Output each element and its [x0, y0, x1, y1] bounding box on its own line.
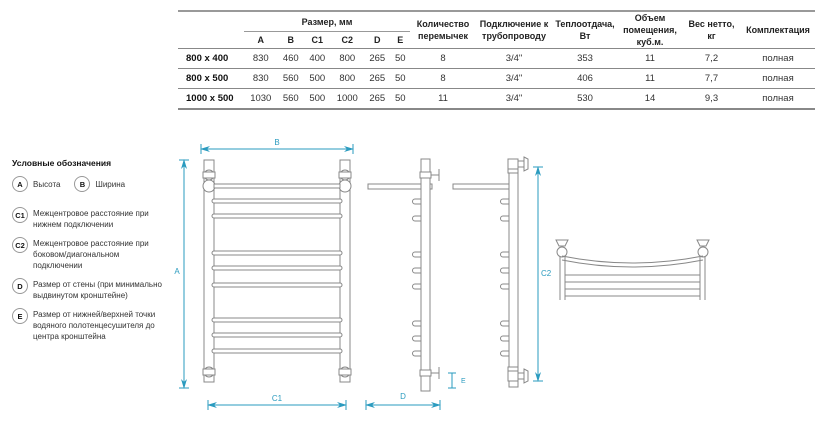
cell-connection: 3/4": [476, 69, 552, 89]
cell-e: 50: [391, 69, 410, 89]
top-view: [556, 240, 709, 300]
cell-kit: полная: [741, 69, 815, 89]
cell-b: 560: [278, 89, 304, 110]
cell-heat: 353: [552, 49, 618, 69]
cell-c2: 1000: [331, 89, 365, 110]
cell-jumpers: 8: [410, 49, 476, 69]
cell-connection: 3/4": [476, 49, 552, 69]
model-cell: 800 x 400: [178, 49, 244, 69]
cell-volume: 14: [618, 89, 682, 110]
cell-c2: 800: [331, 49, 365, 69]
cell-volume: 11: [618, 49, 682, 69]
legend-text-a: Высота: [33, 180, 61, 189]
cell-d: 265: [364, 49, 390, 69]
cell-e: 50: [391, 89, 410, 110]
cell-heat: 406: [552, 69, 618, 89]
side-view-side-connection: [453, 157, 528, 387]
legend-text-e: Размер от нижней/верхней точки водяного полотенцесушителя до центра кронштейна: [33, 310, 156, 341]
header-heat: Теплоотдача, Вт: [552, 11, 618, 49]
dimension-d: [366, 400, 440, 410]
cell-heat: 530: [552, 89, 618, 110]
header-b: B: [287, 35, 295, 45]
cell-a: 830: [244, 69, 278, 89]
model-cell: 800 x 500: [178, 69, 244, 89]
cell-c1: 500: [304, 89, 330, 110]
size-group-header: Размер, мм: [244, 11, 410, 32]
dimension-a: [179, 160, 189, 388]
legend-text-d: Размер от стены (при минимально выдвинутом кронштейне): [33, 280, 162, 300]
header-volume: Объем помещения, куб.м.: [618, 11, 682, 49]
cell-weight: 7,7: [682, 69, 741, 89]
header-kit: Комплектация: [741, 11, 815, 49]
cell-a: 830: [244, 49, 278, 69]
front-view: [203, 160, 351, 382]
legend-badge-c1: C1: [12, 207, 28, 223]
header-jumpers: Количество перемычек: [410, 11, 476, 49]
header-c1: C1: [311, 35, 324, 45]
dimension-e: [448, 373, 456, 388]
label-c1: C1: [271, 394, 283, 403]
cell-weight: 9,3: [682, 89, 741, 110]
cell-b: 560: [278, 69, 304, 89]
header-e: E: [397, 35, 404, 45]
header-connection: Подключение к трубопроводу: [476, 11, 552, 49]
header-c2: C2: [341, 35, 354, 45]
cell-volume: 11: [618, 69, 682, 89]
legend-badge-e: E: [12, 308, 28, 324]
cell-e: 50: [391, 49, 410, 69]
label-b: B: [274, 138, 280, 147]
cell-jumpers: 11: [410, 89, 476, 110]
model-cell: 1000 x 500: [178, 89, 244, 110]
cell-jumpers: 8: [410, 69, 476, 89]
cell-d: 265: [364, 89, 390, 110]
label-a: A: [174, 267, 180, 276]
legend-title: Условные обозначения: [12, 158, 112, 168]
legend-badge-c2: C2: [12, 237, 28, 253]
cell-weight: 7,2: [682, 49, 741, 69]
cell-b: 460: [278, 49, 304, 69]
legend-badge-d: D: [12, 278, 28, 294]
legend-text-c1: Межцентровое расстояние при нижнем подключении: [33, 209, 149, 229]
legend-badge-a: A: [12, 176, 28, 192]
side-view-bottom: [368, 159, 439, 391]
cell-c2: 800: [331, 69, 365, 89]
cell-connection: 3/4": [476, 89, 552, 110]
header-weight: Вес нетто, кг: [682, 11, 741, 49]
label-c2: C2: [541, 269, 552, 278]
cell-kit: полная: [741, 89, 815, 110]
header-d: D: [374, 35, 381, 45]
label-d: D: [400, 392, 406, 401]
legend-text-b: Ширина: [95, 180, 126, 189]
legend-text-c2: Межцентровое расстояние при боковом/диагональном подключении: [33, 239, 149, 270]
header-a: A: [257, 35, 265, 45]
cell-c1: 400: [304, 49, 330, 69]
cell-d: 265: [364, 69, 390, 89]
label-e: E: [461, 378, 466, 385]
cell-a: 1030: [244, 89, 278, 110]
cell-c1: 500: [304, 69, 330, 89]
cell-kit: полная: [741, 49, 815, 69]
legend-badge-b: B: [74, 176, 90, 192]
